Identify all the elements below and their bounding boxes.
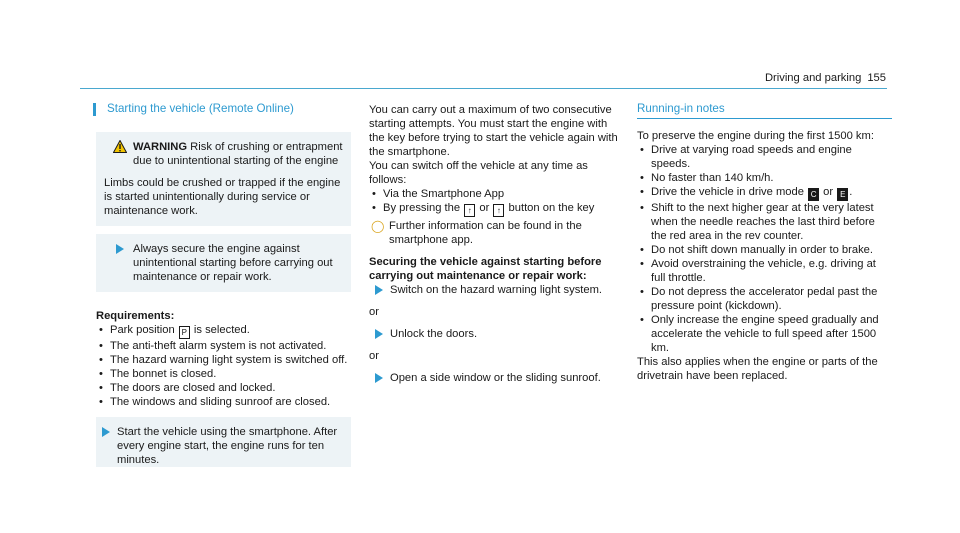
warning-heading	[104, 140, 343, 168]
arrow-right-icon	[375, 329, 383, 339]
paragraph: You can switch off the vehicle at any time as follows:	[369, 160, 588, 186]
header-rule	[80, 88, 887, 89]
column-middle	[369, 103, 621, 385]
list-item: • The bonnet is closed.	[96, 367, 351, 381]
warning-action: Always secure the engine against unintentional starting before carrying out maintenance or repair work.	[96, 234, 351, 292]
section-title: Starting the vehicle (Remote Online)	[96, 102, 351, 116]
page-number: 155	[867, 72, 886, 84]
start-step: Start the vehicle using the smartphone. After every engine start, the engine runs for ten minutes.	[96, 417, 351, 467]
requirements-title: Requirements:	[96, 310, 175, 322]
list-item: • Via the Smartphone App	[369, 187, 621, 201]
list-item: • No faster than 140 km/h.	[637, 171, 892, 185]
warning-text: Risk of crushing or entrapment due to unintentional starting of the engine	[133, 141, 343, 167]
or-separator: or	[369, 350, 379, 362]
or-separator: or	[369, 306, 379, 318]
list-item: • The anti-theft alarm system is not activated.	[96, 339, 351, 353]
arrow-right-icon	[375, 285, 383, 295]
arrow-right-icon	[375, 373, 383, 383]
drive-mode-e-icon: E	[837, 188, 848, 201]
key-button-icon: ↑	[464, 204, 475, 217]
paragraph: To preserve the engine during the first 1500 km:	[637, 130, 874, 142]
info-note: ◯ Further information can be found in the smartphone app.	[371, 219, 582, 246]
running-in-list	[637, 143, 892, 355]
list-item: • The hazard warning light system is switched off.	[96, 353, 351, 367]
paragraph: You can carry out a maximum of two consecutive starting attempts. You must start the engine with the key before trying to start the vehicle again with the smartphone.	[369, 104, 618, 158]
list-item: • Avoid overstraining the vehicle, e.g. driving at full throttle.	[637, 257, 892, 285]
list-item: • The windows and sliding sunroof are closed.	[96, 395, 351, 409]
list-item: • Do not depress the accelerator pedal past the pressure point (kickdown).	[637, 285, 892, 313]
warning-body: Limbs could be crushed or trapped if the engine is started unintentionally during service or maintenance work.	[104, 177, 341, 217]
list-item: • Park position P is selected.	[96, 323, 351, 339]
section-title: Running-in notes	[637, 102, 892, 119]
paragraph: This also applies when the engine or parts of the drivetrain have been replaced.	[637, 356, 878, 382]
step: Open a side window or the sliding sunroof.	[369, 371, 621, 385]
list-item: • By pressing the ↑ or ↑ button on the key	[369, 201, 621, 217]
step: Switch on the hazard warning light system.	[369, 283, 621, 297]
warning-label: WARNING	[133, 141, 188, 153]
switch-off-list	[369, 187, 621, 217]
list-item: • Do not shift down manually in order to brake.	[637, 243, 892, 257]
list-item: • Only increase the engine speed gradually and accelerate the vehicle to full speed after 1500 km.	[637, 313, 892, 355]
list-item: • Drive the vehicle in drive mode C or E .	[637, 185, 892, 201]
column-right	[637, 102, 892, 383]
drive-mode-c-icon: C	[808, 188, 819, 201]
list-item: • The doors are closed and locked.	[96, 381, 351, 395]
column-left	[96, 102, 351, 467]
warning-box	[96, 132, 351, 226]
key-button-icon: ↑	[493, 204, 504, 217]
section-marker	[93, 103, 96, 116]
subsection-title: Securing the vehicle against starting before carrying out maintenance or repair work:	[369, 256, 602, 282]
arrow-right-icon	[116, 244, 124, 254]
header-section: Driving and parking	[764, 72, 862, 84]
page-header	[765, 71, 886, 85]
warning-triangle-icon	[113, 140, 127, 153]
step: Unlock the doors.	[369, 327, 621, 341]
arrow-right-icon	[102, 427, 110, 437]
list-item: • Shift to the next higher gear at the very latest when the needle reaches the last third before the red area in the rev counter.	[637, 201, 892, 243]
info-icon: ◯	[371, 219, 385, 233]
requirements-list	[96, 323, 351, 409]
list-item: • Drive at varying road speeds and engine speeds.	[637, 143, 892, 171]
park-key-icon: P	[179, 326, 190, 339]
